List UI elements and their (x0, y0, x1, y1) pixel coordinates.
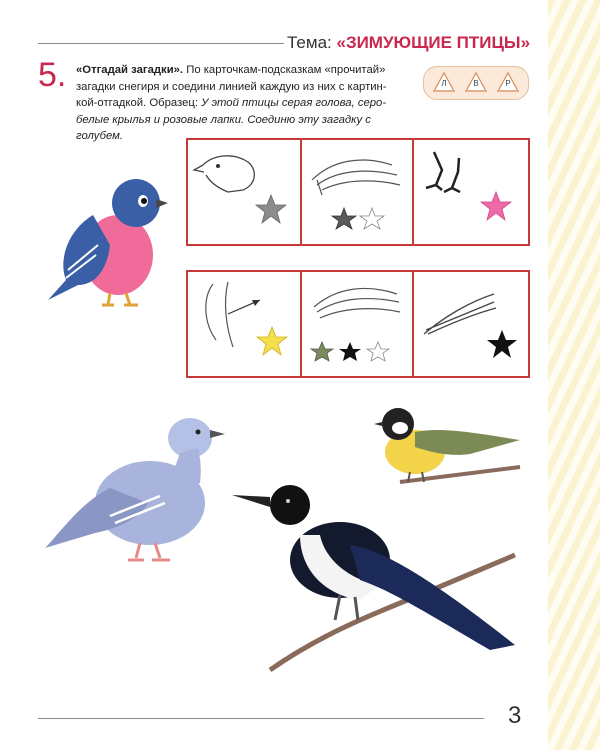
badge-l-label: Л (441, 79, 447, 88)
skill-badges (423, 66, 529, 100)
clue-card-feet[interactable] (412, 140, 526, 244)
wing-sketch-icon (302, 140, 414, 244)
bird-head-sketch-icon (188, 140, 300, 244)
star-white-icon (360, 208, 384, 229)
star-grey-icon (256, 195, 286, 223)
decorative-stripe-band (548, 0, 600, 750)
topic-label: Тема: (287, 33, 332, 52)
task-line2: загадки снегиря и соедини линией каждую из них с картин- (76, 80, 387, 93)
task-line1: По карточкам-подсказкам «прочитай» (183, 64, 386, 76)
clue-card-tail[interactable] (412, 272, 526, 376)
task-title: «Отгадай загадки». (76, 64, 184, 76)
star-yellow-icon (257, 327, 287, 355)
star-pink-icon (481, 192, 511, 220)
bird-feet-sketch-icon (414, 140, 526, 244)
badge-v (465, 71, 487, 93)
pigeon-illustration[interactable] (40, 408, 235, 573)
star-black-icon (339, 342, 361, 361)
magpie-illustration[interactable] (230, 475, 520, 675)
bird-breast-sketch-icon (188, 272, 300, 376)
task-example-2: белые крылья и розовые лапки. Соединю эту загадку с голубем. (76, 113, 371, 142)
badge-r-label: Р (505, 79, 511, 88)
badge-r (497, 71, 519, 93)
header-rule (38, 43, 284, 44)
bullfinch-illustration[interactable] (38, 175, 173, 315)
star-white-icon (367, 342, 389, 361)
clue-card-head[interactable] (188, 140, 300, 244)
page-number: 3 (508, 702, 522, 729)
star-dark-grey-icon (332, 208, 356, 229)
clue-card-wing[interactable] (300, 140, 414, 244)
clue-card-breast[interactable] (188, 272, 300, 376)
footer-rule (38, 718, 484, 719)
task-line3: кой-отгадкой. Образец: (76, 97, 202, 109)
clue-card-wing-2[interactable] (300, 272, 414, 376)
badge-v-label: В (473, 79, 479, 88)
star-olive-icon (311, 342, 333, 361)
star-black-icon (487, 330, 517, 358)
task-example-1: У этой птицы серая голова, серо- (201, 97, 387, 109)
bird-tail-sketch-icon (414, 272, 526, 376)
badge-l (433, 71, 455, 93)
task-instructions (76, 62, 421, 145)
clue-cards-row-2 (186, 270, 530, 378)
wing-sketch-icon (302, 272, 414, 376)
clue-cards-row-1 (186, 138, 530, 246)
topic-header (287, 33, 530, 53)
task-number: 5. (38, 56, 67, 94)
topic-title: «ЗИМУЮЩИЕ ПТИЦЫ» (336, 33, 531, 52)
